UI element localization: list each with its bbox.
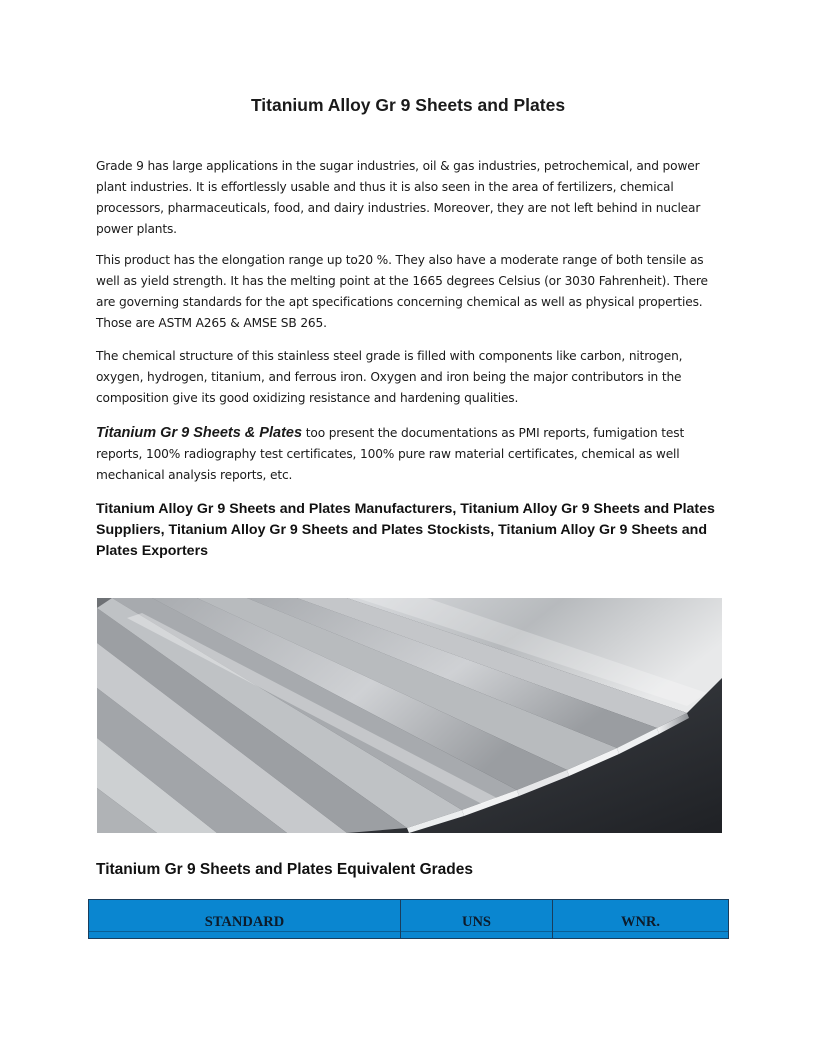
table-header-wnr: WNR.	[553, 900, 728, 938]
equivalent-grades-heading: Titanium Gr 9 Sheets and Plates Equivalent Grades	[96, 861, 474, 878]
page-title: Titanium Alloy Gr 9 Sheets and Plates	[250, 95, 566, 115]
table-header-uns: UNS	[401, 900, 553, 938]
paragraph-applications: Grade 9 has large applications in the sugar industries, oil & gas industries, petrochemical, and power plant industries. It is effortlessly usable and thus it is also seen in the area of fertilizers, chemical processors, pharmaceuticals, food, and dairy industries. Moreover, they are not left behind in nuclear power plants.	[96, 159, 701, 236]
paragraph-documentation	[96, 423, 716, 486]
keywords-heading: Titanium Alloy Gr 9 Sheets and Plates Manufacturers, Titanium Alloy Gr 9 Sheets and Plates Suppliers, Titanium Alloy Gr 9 Sheets and Plates Stockists, Titanium Alloy Gr 9 Sheets and Plates Exporters	[96, 501, 715, 559]
documentation-text: too present the documentations as PMI reports, fumigation test reports, 100% radiography test certificates, 100% pure raw material certificates, chemical as well mechanical analysis reports, etc.	[96, 426, 685, 482]
paragraph-properties: This product has the elongation range up to20 %. They also have a moderate range of both tensile as well as yield strength. It has the melting point at the 1665 degrees Celsius (or 3030 Fahrenheit). There are governing standards for the apt specifications concerning chemical as well as physical properties. Those are ASTM A265 & AMSE SB 265.	[96, 253, 708, 330]
paragraph-chemical-structure: The chemical structure of this stainless steel grade is filled with components like carbon, nitrogen, oxygen, hydrogen, titanium, and ferrous iron. Oxygen and iron being the major contributors in the composition give its good oxidizing resistance and hardening qualities.	[96, 349, 683, 405]
sheets-plates-photo	[97, 598, 722, 833]
stacked-metal-plates-photo-icon	[97, 598, 722, 833]
equivalent-grades-table	[88, 899, 729, 939]
product-name-emphasis: Titanium Gr 9 Sheets & Plates	[96, 425, 303, 441]
table-header-standard: STANDARD	[89, 900, 401, 938]
